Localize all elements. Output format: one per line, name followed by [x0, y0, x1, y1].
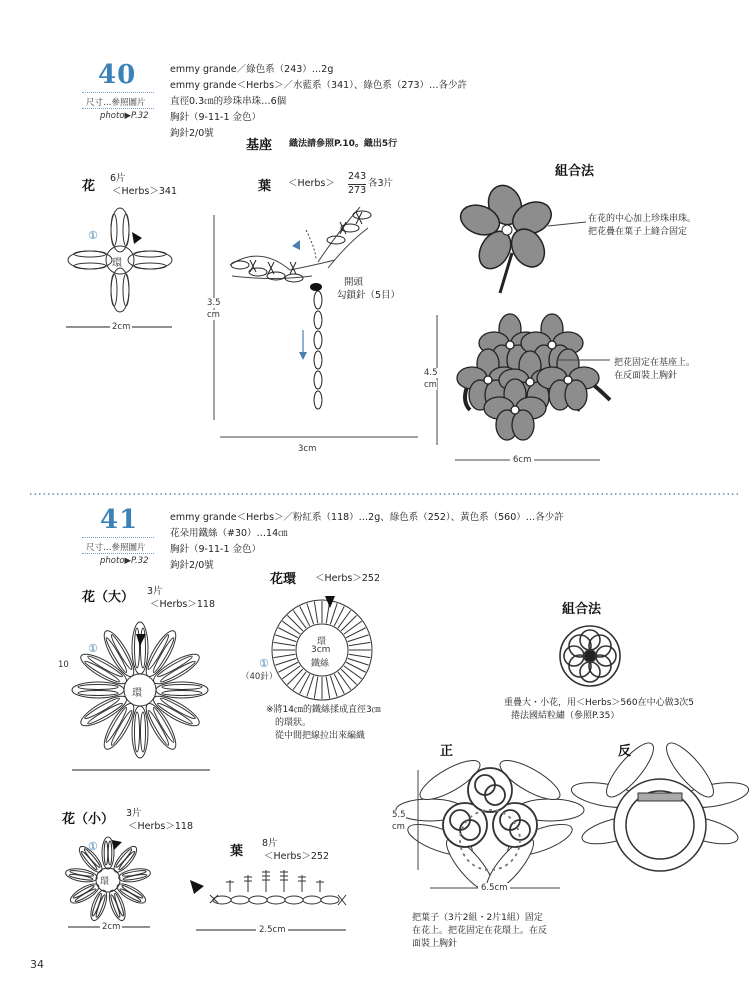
ring-stitch [338, 610, 351, 628]
leaf-yarn-b: 273 [348, 185, 367, 196]
flower-width: 2cm [112, 322, 131, 332]
assembly-note: 捲法國結粒繡（參照P.35） [511, 711, 620, 721]
big-flower-title: 花（大） [82, 590, 135, 605]
material-line: 胸針（9-11-1 金色） [170, 544, 262, 555]
ring-stitch [341, 615, 357, 631]
round-10-marker: 10 [58, 660, 69, 670]
asm-note: 在花上。把花固定在花環上。在反 [412, 926, 548, 936]
size-note: 尺寸…參照圖片 [86, 543, 146, 553]
material-line: 鉤針2/0號 [170, 128, 214, 139]
assembly-note: 把花固定在基座上。 [614, 358, 696, 368]
ring-stitch [287, 669, 303, 685]
flower-title: 花 [82, 179, 96, 194]
asm-note: 把葉子（3片2組・2片1組）固定 [412, 913, 543, 923]
leaf-title: 葉 [258, 179, 272, 194]
ring-stitch [349, 642, 371, 645]
ring-stitch [314, 602, 317, 624]
photo-ref: photo▶P.32 [100, 556, 149, 566]
ring-stitch [341, 669, 357, 685]
ring-diameter: 3cm [311, 645, 331, 655]
material-line: emmy grande＜Herbs＞／水藍系（341）、綠色系（273）…各少許 [170, 80, 468, 91]
ring-stitches: （40針） [241, 672, 278, 682]
round-1-marker: ① [259, 657, 269, 670]
assembly-width: 6cm [510, 455, 534, 465]
leaf-height: 3.5 [207, 298, 221, 308]
asm-note: 面裝上胸針 [412, 939, 458, 949]
leaf-yarn-a: 243 [348, 171, 367, 182]
assembly-height: 4.5 [424, 368, 438, 378]
material-line: 胸針（9-11-1 金色） [170, 112, 262, 123]
ring-label: 環 [132, 688, 142, 699]
leaf-yarn-41: ＜Herbs＞252 [264, 851, 330, 862]
assembly-title-40: 組合法 [555, 164, 595, 179]
material-line: emmy grande＜Herbs＞／粉紅系（118）…2g、綠色系（252）、黃色系（560）…各少許 [170, 512, 564, 523]
assembly-note: 在花的中心加上珍珠串珠。 [588, 214, 697, 224]
leaf-herbs: ＜Herbs＞ [288, 178, 335, 189]
material-line: 鉤針2/0號 [170, 560, 214, 571]
leaf-count-41: 8片 [262, 838, 278, 849]
assembly-title-41: 組合法 [562, 602, 602, 617]
page-number: 34 [30, 958, 44, 971]
leaf-start: 開頭 [344, 277, 364, 288]
asm-width: 6.5cm [478, 883, 510, 893]
material-line: 花朵用鐵絲（#30）…14㎝ [170, 528, 288, 539]
ring-stitch [282, 621, 300, 634]
ring-stitch [274, 642, 296, 645]
front-view-label: 正 [440, 744, 454, 759]
pattern-number-40: 40 [98, 60, 137, 90]
round-1-marker: ① [88, 840, 98, 853]
leaf-title-41: 葉 [230, 844, 244, 859]
small-flower-title: 花（小） [62, 812, 115, 827]
ring-stitch [293, 610, 306, 628]
ring-stitch [287, 615, 303, 631]
ring-wire: 鐵絲 [311, 659, 330, 669]
ring-note: 從中間把線拉出來編織 [275, 731, 366, 741]
small-width: 2cm [102, 922, 121, 932]
ring-stitch [314, 677, 317, 699]
leaf-count: 各3片 [368, 178, 394, 189]
ring-center: 環 [317, 637, 327, 647]
size-note: 尺寸…參照圖片 [86, 98, 146, 108]
material-line: emmy grande／綠色系（243）…2g [170, 64, 334, 75]
round-1-marker: ① [88, 229, 98, 242]
ring-yarn: ＜Herbs＞252 [315, 573, 381, 584]
photo-ref: photo▶P.32 [100, 111, 149, 121]
ring-stitch [282, 666, 300, 679]
pattern-number-41: 41 [100, 505, 139, 535]
assembly-note: 把花疊在葉子上縫合固定 [588, 227, 688, 237]
ring-stitch [349, 654, 371, 657]
ring-stitch [293, 672, 306, 690]
base-title: 基座 [246, 138, 273, 153]
ring-stitch [274, 654, 296, 657]
flower-count: 6片 [110, 173, 126, 184]
leaf-width: 3cm [298, 444, 317, 454]
ring-note: 的環狀。 [275, 718, 312, 728]
ring-note: ※將14㎝的鐵絲揉成直徑3㎝ [266, 705, 381, 715]
asm-height: 5.5 [392, 810, 406, 820]
base-note: 織法請參照P.10。織出5行 [289, 139, 398, 149]
leaf-height-unit: cm [207, 310, 220, 320]
material-line: 直徑0.3㎝的珍珠串珠…6個 [170, 96, 287, 107]
assembly-note: 重疊大・小花，用＜Herbs＞560在中心做3次5 [504, 698, 695, 708]
back-view-label: 反 [618, 744, 632, 759]
leaf-width-41: 2.5cm [256, 925, 288, 935]
leaf-start-note: 勾鎖針（5目） [337, 290, 401, 301]
ring-label: 環 [100, 877, 110, 887]
ring-title: 花環 [270, 572, 297, 587]
ring-stitch [344, 666, 362, 679]
assembly-height-unit: cm [424, 380, 437, 390]
ring-stitch [344, 621, 362, 634]
asm-height-unit: cm [392, 822, 405, 832]
flower-yarn: ＜Herbs＞341 [112, 186, 178, 197]
assembly-note: 在反面裝上胸針 [614, 371, 678, 381]
ring-stitch [326, 677, 329, 699]
ring-label: 環 [112, 258, 122, 269]
big-flower-count: 3片 [147, 586, 163, 597]
ring-stitch [338, 672, 351, 690]
small-flower-count: 3片 [126, 808, 142, 819]
big-flower-yarn: ＜Herbs＞118 [150, 599, 216, 610]
round-1-marker: ① [88, 642, 98, 655]
small-flower-yarn: ＜Herbs＞118 [128, 821, 194, 832]
